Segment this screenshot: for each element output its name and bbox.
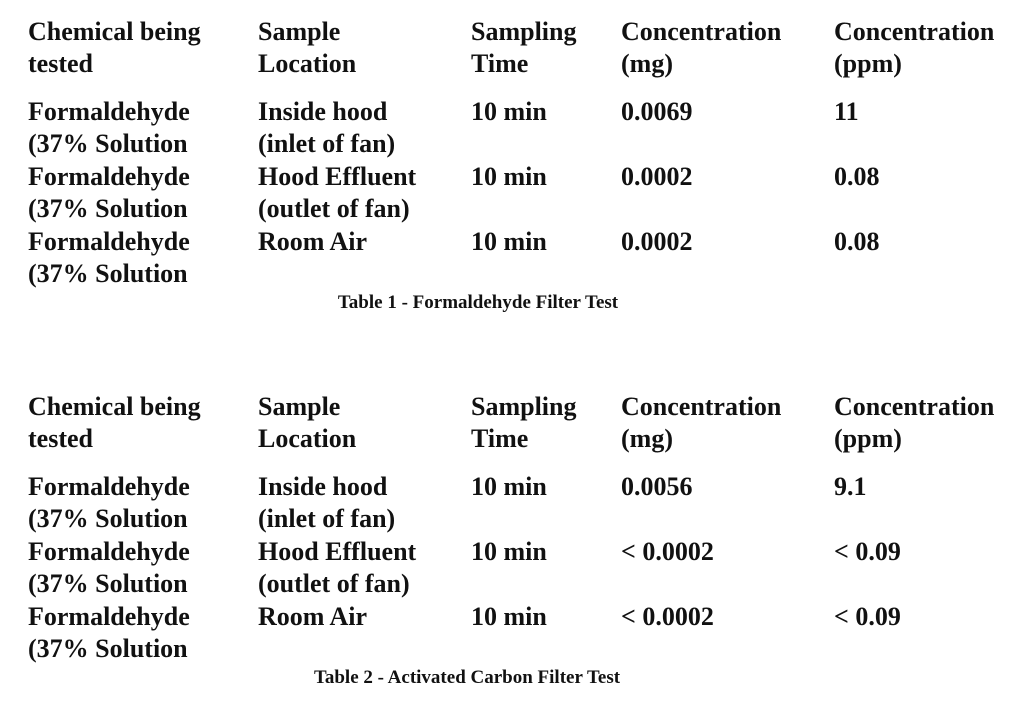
header-concentration-ppm: Concentration (ppm) bbox=[834, 17, 995, 78]
header-sample-location: Sample Location bbox=[258, 17, 357, 78]
cell-concentration-ppm: < 0.09 bbox=[834, 602, 901, 631]
cell-chemical: Formaldehyde (37% Solution bbox=[28, 537, 190, 598]
cell-sample-location: Hood Effluent (outlet of fan) bbox=[258, 162, 417, 223]
header-chemical: Chemical being tested bbox=[28, 392, 201, 453]
cell-sampling-time: 10 min bbox=[471, 602, 547, 631]
formaldehyde-filter-table bbox=[0, 16, 1024, 315]
cell-concentration-ppm: 0.08 bbox=[834, 227, 880, 256]
header-concentration-mg: Concentration (mg) bbox=[621, 17, 782, 78]
activated-carbon-filter-table bbox=[0, 391, 1024, 690]
cell-sampling-time: 10 min bbox=[471, 97, 547, 126]
cell-concentration-mg: < 0.0002 bbox=[621, 602, 714, 631]
table-caption: Table 2 - Activated Carbon Filter Test bbox=[313, 667, 621, 688]
header-sampling-time: Sampling Time bbox=[471, 392, 577, 453]
cell-sample-location: Hood Effluent (outlet of fan) bbox=[258, 537, 417, 598]
header-sampling-time: Sampling Time bbox=[471, 17, 577, 78]
cell-chemical: Formaldehyde (37% Solution bbox=[28, 472, 190, 533]
cell-sampling-time: 10 min bbox=[471, 162, 547, 191]
cell-sampling-time: 10 min bbox=[471, 227, 547, 256]
cell-chemical: Formaldehyde (37% Solution bbox=[28, 602, 190, 663]
table-row bbox=[0, 96, 1024, 161]
table-caption: Table 1 - Formaldehyde Filter Test bbox=[337, 292, 619, 313]
cell-sample-location: Room Air bbox=[258, 602, 368, 631]
cell-concentration-ppm: < 0.09 bbox=[834, 537, 901, 566]
table-row bbox=[0, 536, 1024, 601]
cell-chemical: Formaldehyde (37% Solution bbox=[28, 97, 190, 158]
header-chemical: Chemical being tested bbox=[28, 17, 201, 78]
cell-sample-location: Inside hood (inlet of fan) bbox=[258, 472, 396, 533]
table-row bbox=[0, 601, 1024, 666]
header-concentration-ppm: Concentration (ppm) bbox=[834, 392, 995, 453]
cell-concentration-ppm: 9.1 bbox=[834, 472, 867, 501]
cell-sampling-time: 10 min bbox=[471, 472, 547, 501]
table-row bbox=[0, 161, 1024, 226]
cell-chemical: Formaldehyde (37% Solution bbox=[28, 227, 190, 288]
cell-sample-location: Inside hood (inlet of fan) bbox=[258, 97, 396, 158]
header-sample-location: Sample Location bbox=[258, 392, 357, 453]
cell-concentration-mg: 0.0056 bbox=[621, 472, 693, 501]
cell-chemical: Formaldehyde (37% Solution bbox=[28, 162, 190, 223]
cell-concentration-mg: < 0.0002 bbox=[621, 537, 714, 566]
cell-concentration-mg: 0.0002 bbox=[621, 227, 693, 256]
cell-sample-location: Room Air bbox=[258, 227, 368, 256]
cell-sampling-time: 10 min bbox=[471, 537, 547, 566]
header-concentration-mg: Concentration (mg) bbox=[621, 392, 782, 453]
cell-concentration-mg: 0.0002 bbox=[621, 162, 693, 191]
table-header-row bbox=[0, 16, 1024, 96]
cell-concentration-mg: 0.0069 bbox=[621, 97, 693, 126]
table-row bbox=[0, 471, 1024, 536]
cell-concentration-ppm: 0.08 bbox=[834, 162, 880, 191]
cell-concentration-ppm: 11 bbox=[834, 97, 859, 126]
table-header-row bbox=[0, 391, 1024, 471]
table-row bbox=[0, 226, 1024, 291]
